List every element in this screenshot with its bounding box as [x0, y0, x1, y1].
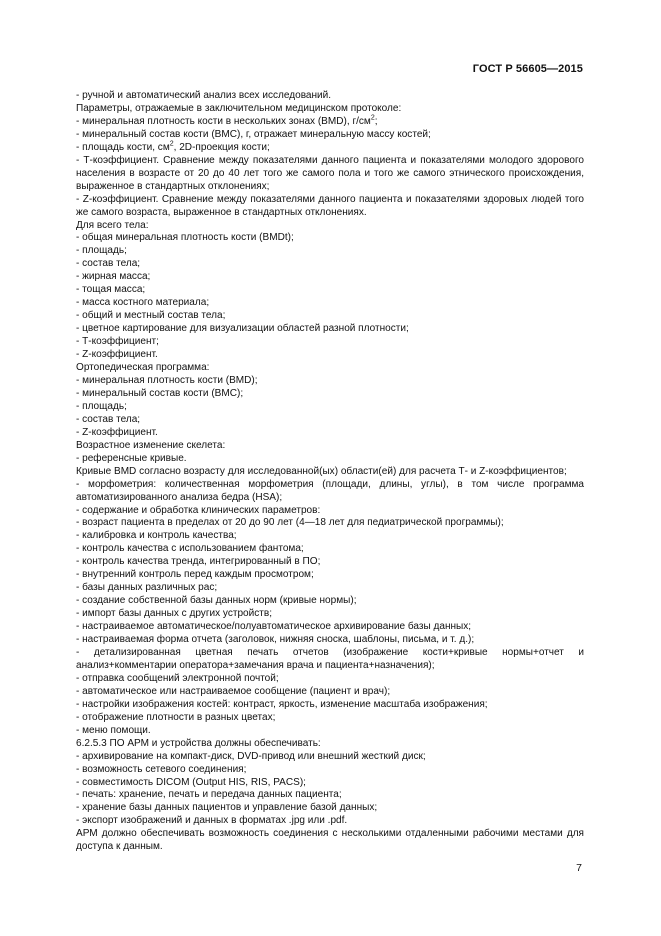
list-item: - состав тела; [76, 413, 141, 425]
list-item: - базы данных различных рас; [76, 582, 218, 594]
list-item: - минеральная плотность кости (BMD); [76, 374, 258, 386]
list-item: - площадь; [76, 400, 127, 412]
section-label: Ортопедическая программа: [76, 362, 210, 374]
list-item: - минеральный состав кости (BMC); [76, 387, 244, 399]
list-item: - архивирование на компакт-диск, DVD-привод или внешний жесткий диск; [76, 750, 426, 762]
list-item: - настройки изображения костей: контраст, яркость, изменение масштаба изображения; [76, 698, 488, 710]
paragraph: - морфометрия: количественная морфометрия (площади, длины, углы), в том числе программа автоматизированного анализа бедра (HSA); [76, 478, 584, 503]
list-item: - жирная масса; [76, 271, 151, 283]
list-item: - контроль качества тренда, интегрированный в ПО; [76, 556, 321, 568]
list-item: - внутренний контроль перед каждым просмотром; [76, 569, 314, 581]
list-item: - референсные кривые. [76, 452, 187, 464]
list-item: - калибровка и контроль качества; [76, 530, 237, 542]
list-item: - содержание и обработка клинических параметров: [76, 504, 321, 516]
list-item: - общая минеральная плотность кости (BMDt); [76, 232, 294, 244]
section-label: Возрастное изменение скелета: [76, 439, 226, 451]
list-item: - тощая масса; [76, 284, 146, 296]
list-item: - отправка сообщений электронной почтой; [76, 672, 279, 684]
standard-header: ГОСТ Р 56605—2015 [472, 63, 583, 75]
paragraph: АРМ должно обеспечивать возможность соединения с несколькими отдаленными рабочими местами для доступа к данным. [76, 828, 584, 853]
list-item: - Z-коэффициент. [76, 426, 158, 438]
page-number: 7 [576, 862, 582, 874]
list-item: - настраиваемая форма отчета (заголовок, нижняя сноска, шаблоны, письма, и т. д.); [76, 634, 475, 646]
list-item: - возможность сетевого соединения; [76, 763, 247, 775]
text-line: - площадь кости, $см^2$, 2D-проекция кости; [76, 140, 270, 153]
text-line: Параметры, отражаемые в заключительном медицинском протоколе: [76, 102, 402, 114]
list-item: - Z-коэффициент. [76, 349, 158, 361]
text-line: - ручной и автоматический анализ всех исследований. [76, 90, 332, 101]
list-item: - хранение базы данных пациентов и управление базой данных; [76, 802, 378, 814]
text-line: - минеральный состав кости (BMC), г, отражает минеральную массу костей; [76, 128, 431, 140]
list-item: - площадь; [76, 245, 127, 257]
section-heading: 6.2.5.3 ПО АРМ и устройства должны обеспечивать: [76, 737, 321, 749]
list-item: - меню помощи. [76, 724, 151, 736]
list-item: - отображение плотности в разных цветах; [76, 711, 276, 723]
list-item: - общий и местный состав тела; [76, 310, 226, 322]
document-body [76, 90, 584, 854]
section-label: Для всего тела: [76, 219, 149, 231]
list-item: - возраст пациента в пределах от 20 до 90 лет (4—18 лет для педиатрической программы); [76, 517, 504, 529]
paragraph: Кривые BMD согласно возрасту для исследованной(ых) области(ей) для расчета Т- и Z-коэффициентов; [76, 465, 567, 477]
list-item: - совместимость DICOM (Output HIS, RIS, PACS); [76, 776, 306, 788]
list-item: - печать: хранение, печать и передача данных пациента; [76, 789, 342, 801]
list-item: - масса костного материала; [76, 297, 210, 309]
list-item: - цветное картирование для визуализации областей разной плотности; [76, 323, 409, 335]
list-item: - автоматическое или настраиваемое сообщение (пациент и врач); [76, 685, 391, 697]
list-item: - контроль качества с использованием фантома; [76, 543, 304, 555]
list-item: - настраиваемое автоматическое/полуавтоматическое архивирование базы данных; [76, 621, 472, 633]
text-line: - минеральная плотность кости в нескольких зонах (BMD), $г/см^2$; [76, 114, 378, 127]
list-item: - Т-коэффициент; [76, 336, 159, 348]
list-item: - создание собственной базы данных норм (кривые нормы); [76, 595, 357, 607]
list-item: - импорт базы данных с других устройств; [76, 608, 272, 620]
paragraph: - Т-коэффициент. Сравнение между показателями данного пациента и показателями молодого здорового населения в возрасте от 20 до 40 лет того же самого пола и того же самого этнического происхождения, выраженное в стандартных отклонениях; [76, 154, 584, 192]
list-item: - состав тела; [76, 258, 141, 270]
paragraph: - Z-коэффициент. Сравнение между показателями данного пациента и показателями здоровых людей того же самого возраста, выраженное в стандартных отклонениях. [76, 193, 584, 218]
paragraph: - детализированная цветная печать отчетов (изображение кости+кривые нормы+отчет и анализ+комментарии оператора+замечания врача и пациента+назначения); [76, 646, 584, 671]
list-item: - экспорт изображений и данных в форматах .jpg или .pdf. [76, 815, 348, 827]
